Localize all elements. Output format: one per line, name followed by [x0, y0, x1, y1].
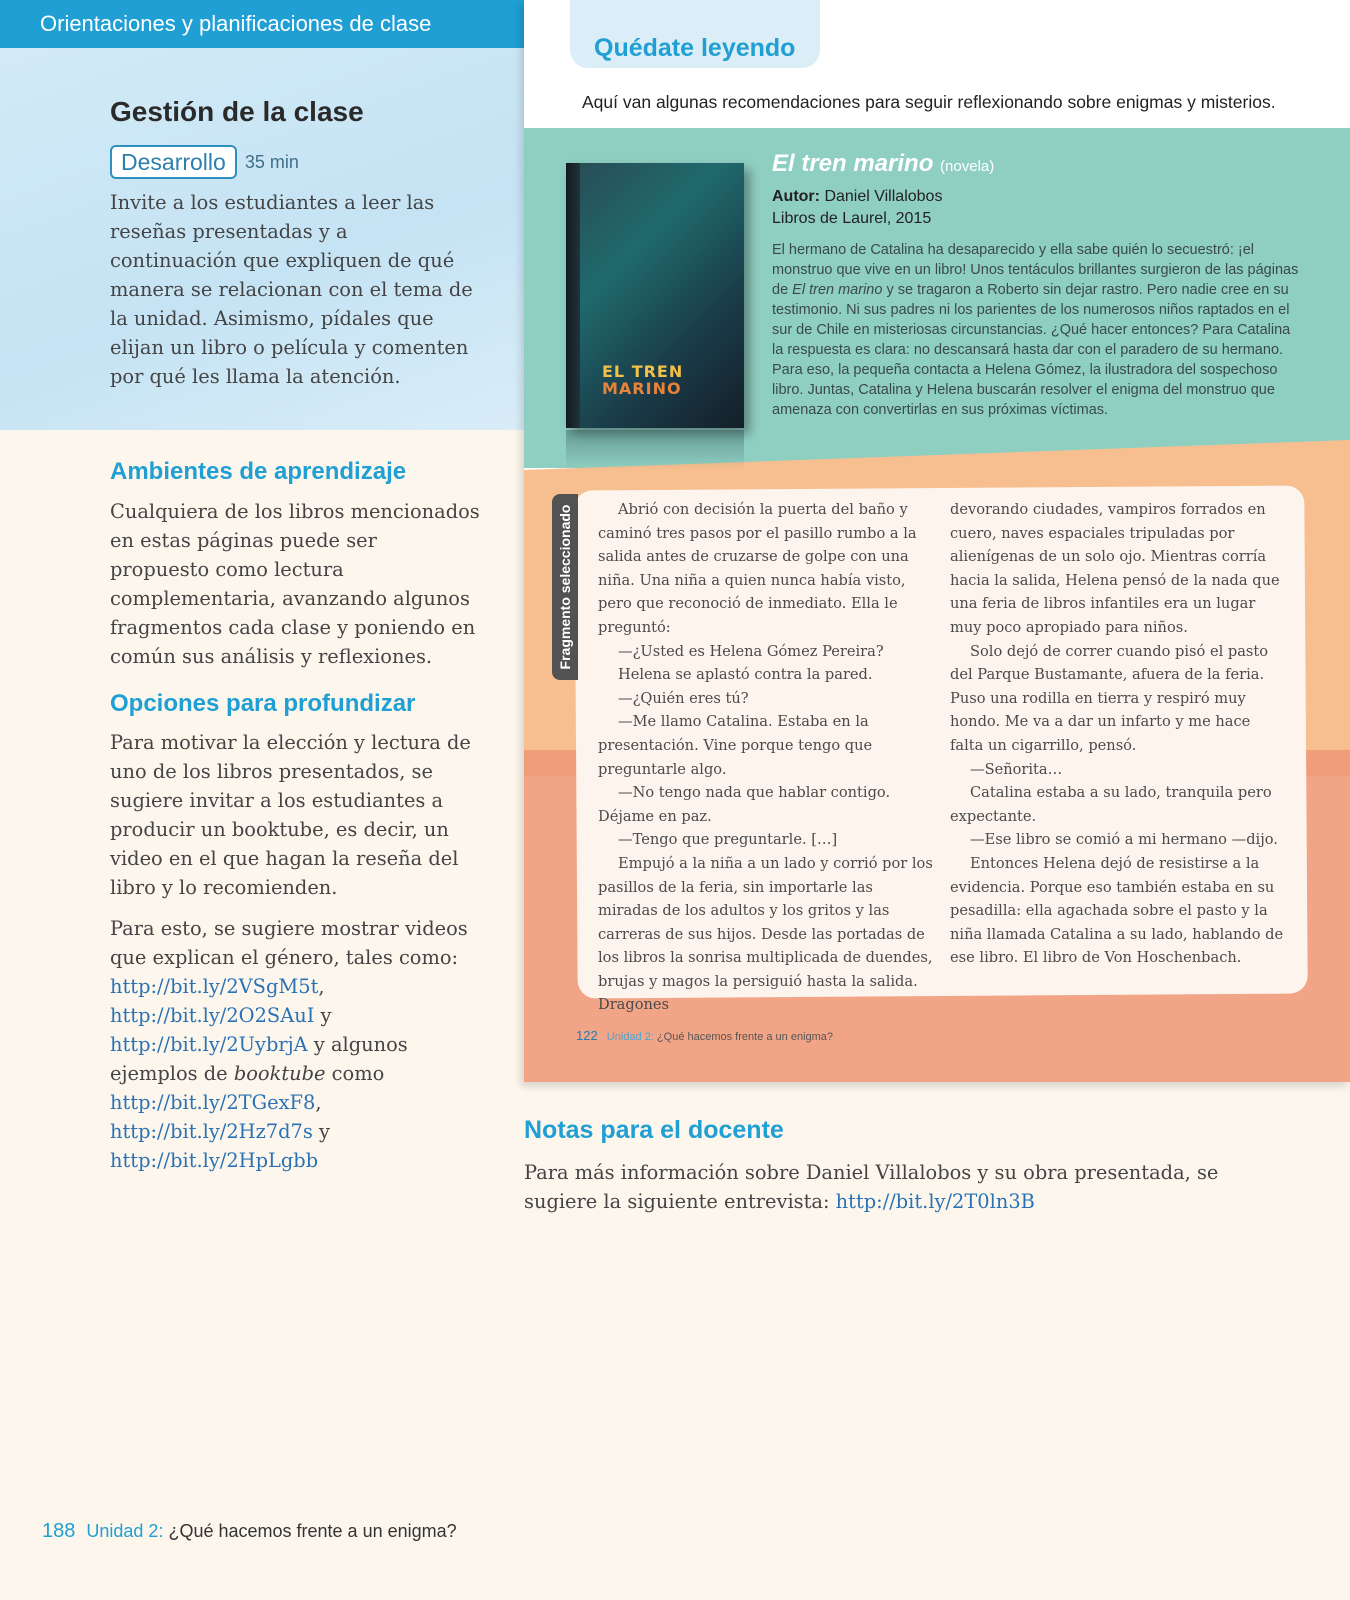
section-title: Quédate leyendo [594, 34, 796, 62]
novel-credits [772, 186, 942, 230]
inner-unit-title: ¿Qué hacemos frente a un enigma? [656, 1031, 834, 1043]
booktube-link-3[interactable]: http://bit.ly/2HpLgbb [110, 1149, 319, 1172]
fragment-paragraph: —Me llamo Catalina. Estaba en la presentación. Vine porque tengo que preguntarle algo. [598, 713, 873, 778]
gestion-body: Invite a los estudiantes a leer las reseñas presentadas y a continuación que expliquen de qué manera se relacionan con el tema de la unidad. Asimismo, pídales que elijan un libro o película y comenten por qué les llama la atención. [110, 191, 473, 388]
fragment-paragraph: —Señorita… [970, 760, 1063, 778]
fragment-paragraph: Abrió con decisión la puerta del baño y caminó tres pasos por el pasillo rumbo a la salida antes de cruzarse de golpe con una niña. Una niña a quien nunca había visto, pero que reconoció de inmediato. Ella le preguntó: [598, 501, 917, 636]
booktube-term: booktube [233, 1062, 326, 1085]
header-band: Orientaciones y planificaciones de clase [0, 0, 524, 48]
fragment-paragraph: —¿Usted es Helena Gómez Pereira? [618, 642, 884, 660]
unit-title: ¿Qué hacemos frente a un enigma? [168, 1521, 457, 1541]
inner-page-footer [576, 1028, 833, 1043]
fragment-tab: Fragmento seleccionado [552, 494, 578, 680]
author-label: Autor: [772, 188, 820, 205]
video-link-1[interactable]: http://bit.ly/2VSgM5t [110, 975, 319, 998]
ambientes-title: Ambientes de aprendizaje [110, 458, 407, 485]
notas-title: Notas para el docente [524, 1116, 784, 1144]
link-separator: y [314, 1004, 332, 1027]
fragment-paragraph: Entonces Helena dejó de resistirse a la evidencia. Porque eso también estaba en su pesadilla: ella agachada sobre el pasto y la niña llamada Catalina a su lado, hablando de ese libro. El libro de Von Hoschenbach. [950, 854, 1284, 967]
fragment-column-left [598, 498, 934, 1017]
fragment-paragraph: Helena se aplastó contra la pared. [618, 666, 873, 684]
phase-time: 35 min [244, 151, 299, 172]
textbook-page [524, 0, 1350, 1082]
link-separator: , [318, 975, 325, 998]
fragment-column-right [950, 498, 1286, 970]
section-intro: Aquí van algunas recomendaciones para seguir reflexionando sobre enigmas y misterios. [582, 92, 1276, 112]
opciones-lead: Para esto, se sugiere mostrar videos que explican el género, tales como: [110, 917, 468, 969]
page-number: 188 [42, 1520, 76, 1542]
fragment-paragraph: —¿Quién eres tú? [618, 689, 749, 707]
author-name: Daniel Villalobos [824, 188, 943, 205]
book-cover-title: EL TREN MARINO [602, 362, 684, 398]
book-cover-image [566, 163, 744, 428]
fragment-paragraph: Solo dejó de correr cuando pisó el pasto del Parque Bustamante, afuera de la feria. Puso una rodilla en tierra y respiró muy hondo. Me va a dar un infarto y me hace falta un cigarrillo, pensó. [950, 642, 1269, 754]
opciones-title: Opciones para profundizar [110, 690, 416, 717]
book-spine [566, 163, 580, 428]
novel-title: El tren marino (novela) [772, 150, 995, 177]
phase-row [110, 145, 299, 179]
link-separator: , [315, 1091, 322, 1114]
fragment-paragraph: devorando ciudades, vampiros forrados en cuero, naves espaciales tripuladas por alienígenas de un solo ojo. Mientras corría hacia la salida, Helena pensó de la nada que una feria de libros infantiles era un lugar muy poco apropiado para niños. [950, 501, 1280, 636]
fragment-paragraph: —No tengo nada que hablar contigo. Déjame en paz. [598, 784, 891, 825]
fragment-paragraph: Catalina estaba a su lado, tranquila pero expectante. [950, 784, 1272, 825]
unit-label: Unidad 2: [86, 1521, 164, 1541]
fragment-paragraph: —Tengo que preguntarle. […] [618, 831, 838, 849]
opciones-paragraph-1: Para motivar la elección y lectura de uno de los libros presentados, se sugiere invitar a los estudiantes a producir un booktube, es decir, un video en el que hagan la reseña del libro y lo recomienden. [110, 731, 471, 899]
phase-badge: Desarrollo [110, 145, 237, 179]
link-connector: como [325, 1062, 385, 1085]
interview-link[interactable]: http://bit.ly/2T0ln3B [835, 1190, 1035, 1213]
publisher: Libros de Laurel, 2015 [772, 210, 932, 227]
video-link-2[interactable]: http://bit.ly/2O2SAuI [110, 1004, 315, 1027]
novel-summary: El hermano de Catalina ha desaparecido y ella sabe quién lo secuestró: ¡el monstruo que vive en un libro! Unos tentáculos brillantes surgieron de las páginas de El tren marino y se tragaron a Roberto sin dejar rastro. Pero nadie cree en su testimonio. Ni sus padres ni los parientes de los numerosos niños raptados en el sur de Chile en misteriosas circunstancias. ¿Qué hacer entonces? Para Catalina la respuesta es clara: no descansará hasta dar con el paradero de su hermano. Para eso, la pequeña contacta a Helena Gómez, la ilustradora del sospechoso libro. Juntas, Catalina y Helena buscarán resolver el enigma del monstruo que amenaza con convertirlas en sus próximas víctimas. [772, 242, 1299, 418]
ambientes-body: Cualquiera de los libros mencionados en estas páginas puede ser propuesto como lectura complementaria, avanzando algunos fragmentos cada clase y poniendo en común sus análisis y reflexiones. [110, 500, 480, 668]
opciones-paragraph-2 [110, 914, 480, 1175]
fragment-paragraph: Empujó a la niña a un lado y corrió por los pasillos de la feria, sin importarle las miradas de los adultos y los gritos y las carreras de sus hijos. Desde las portadas de los libros la sonrisa multiplicada de duendes, brujas y magos la persiguió hasta la salida. Dragones [598, 854, 933, 1014]
booktube-link-1[interactable]: http://bit.ly/2TGexF8 [110, 1091, 316, 1114]
gestion-title: Gestión de la clase [110, 96, 364, 127]
link-connector: y algunos ejemplos de [110, 1033, 408, 1085]
notas-body: Para más información sobre Daniel Villalobos y su obra presentada, se sugiere la siguiente entrevista: http://bit.ly/2T0ln3B [524, 1161, 1219, 1213]
page-footer [42, 1520, 457, 1543]
opciones-body [110, 728, 480, 1175]
video-link-3[interactable]: http://bit.ly/2UybrjA [110, 1033, 308, 1056]
inner-unit-label: Unidad 2: [606, 1031, 654, 1043]
booktube-link-2[interactable]: http://bit.ly/2Hz7d7s [110, 1120, 313, 1143]
book-reflection [566, 430, 744, 470]
novel-genre: (novela) [940, 158, 995, 175]
link-separator: y [312, 1120, 330, 1143]
fragment-paragraph: —Ese libro se comió a mi hermano —dijo. [970, 831, 1278, 849]
inner-page-number: 122 [576, 1028, 598, 1043]
